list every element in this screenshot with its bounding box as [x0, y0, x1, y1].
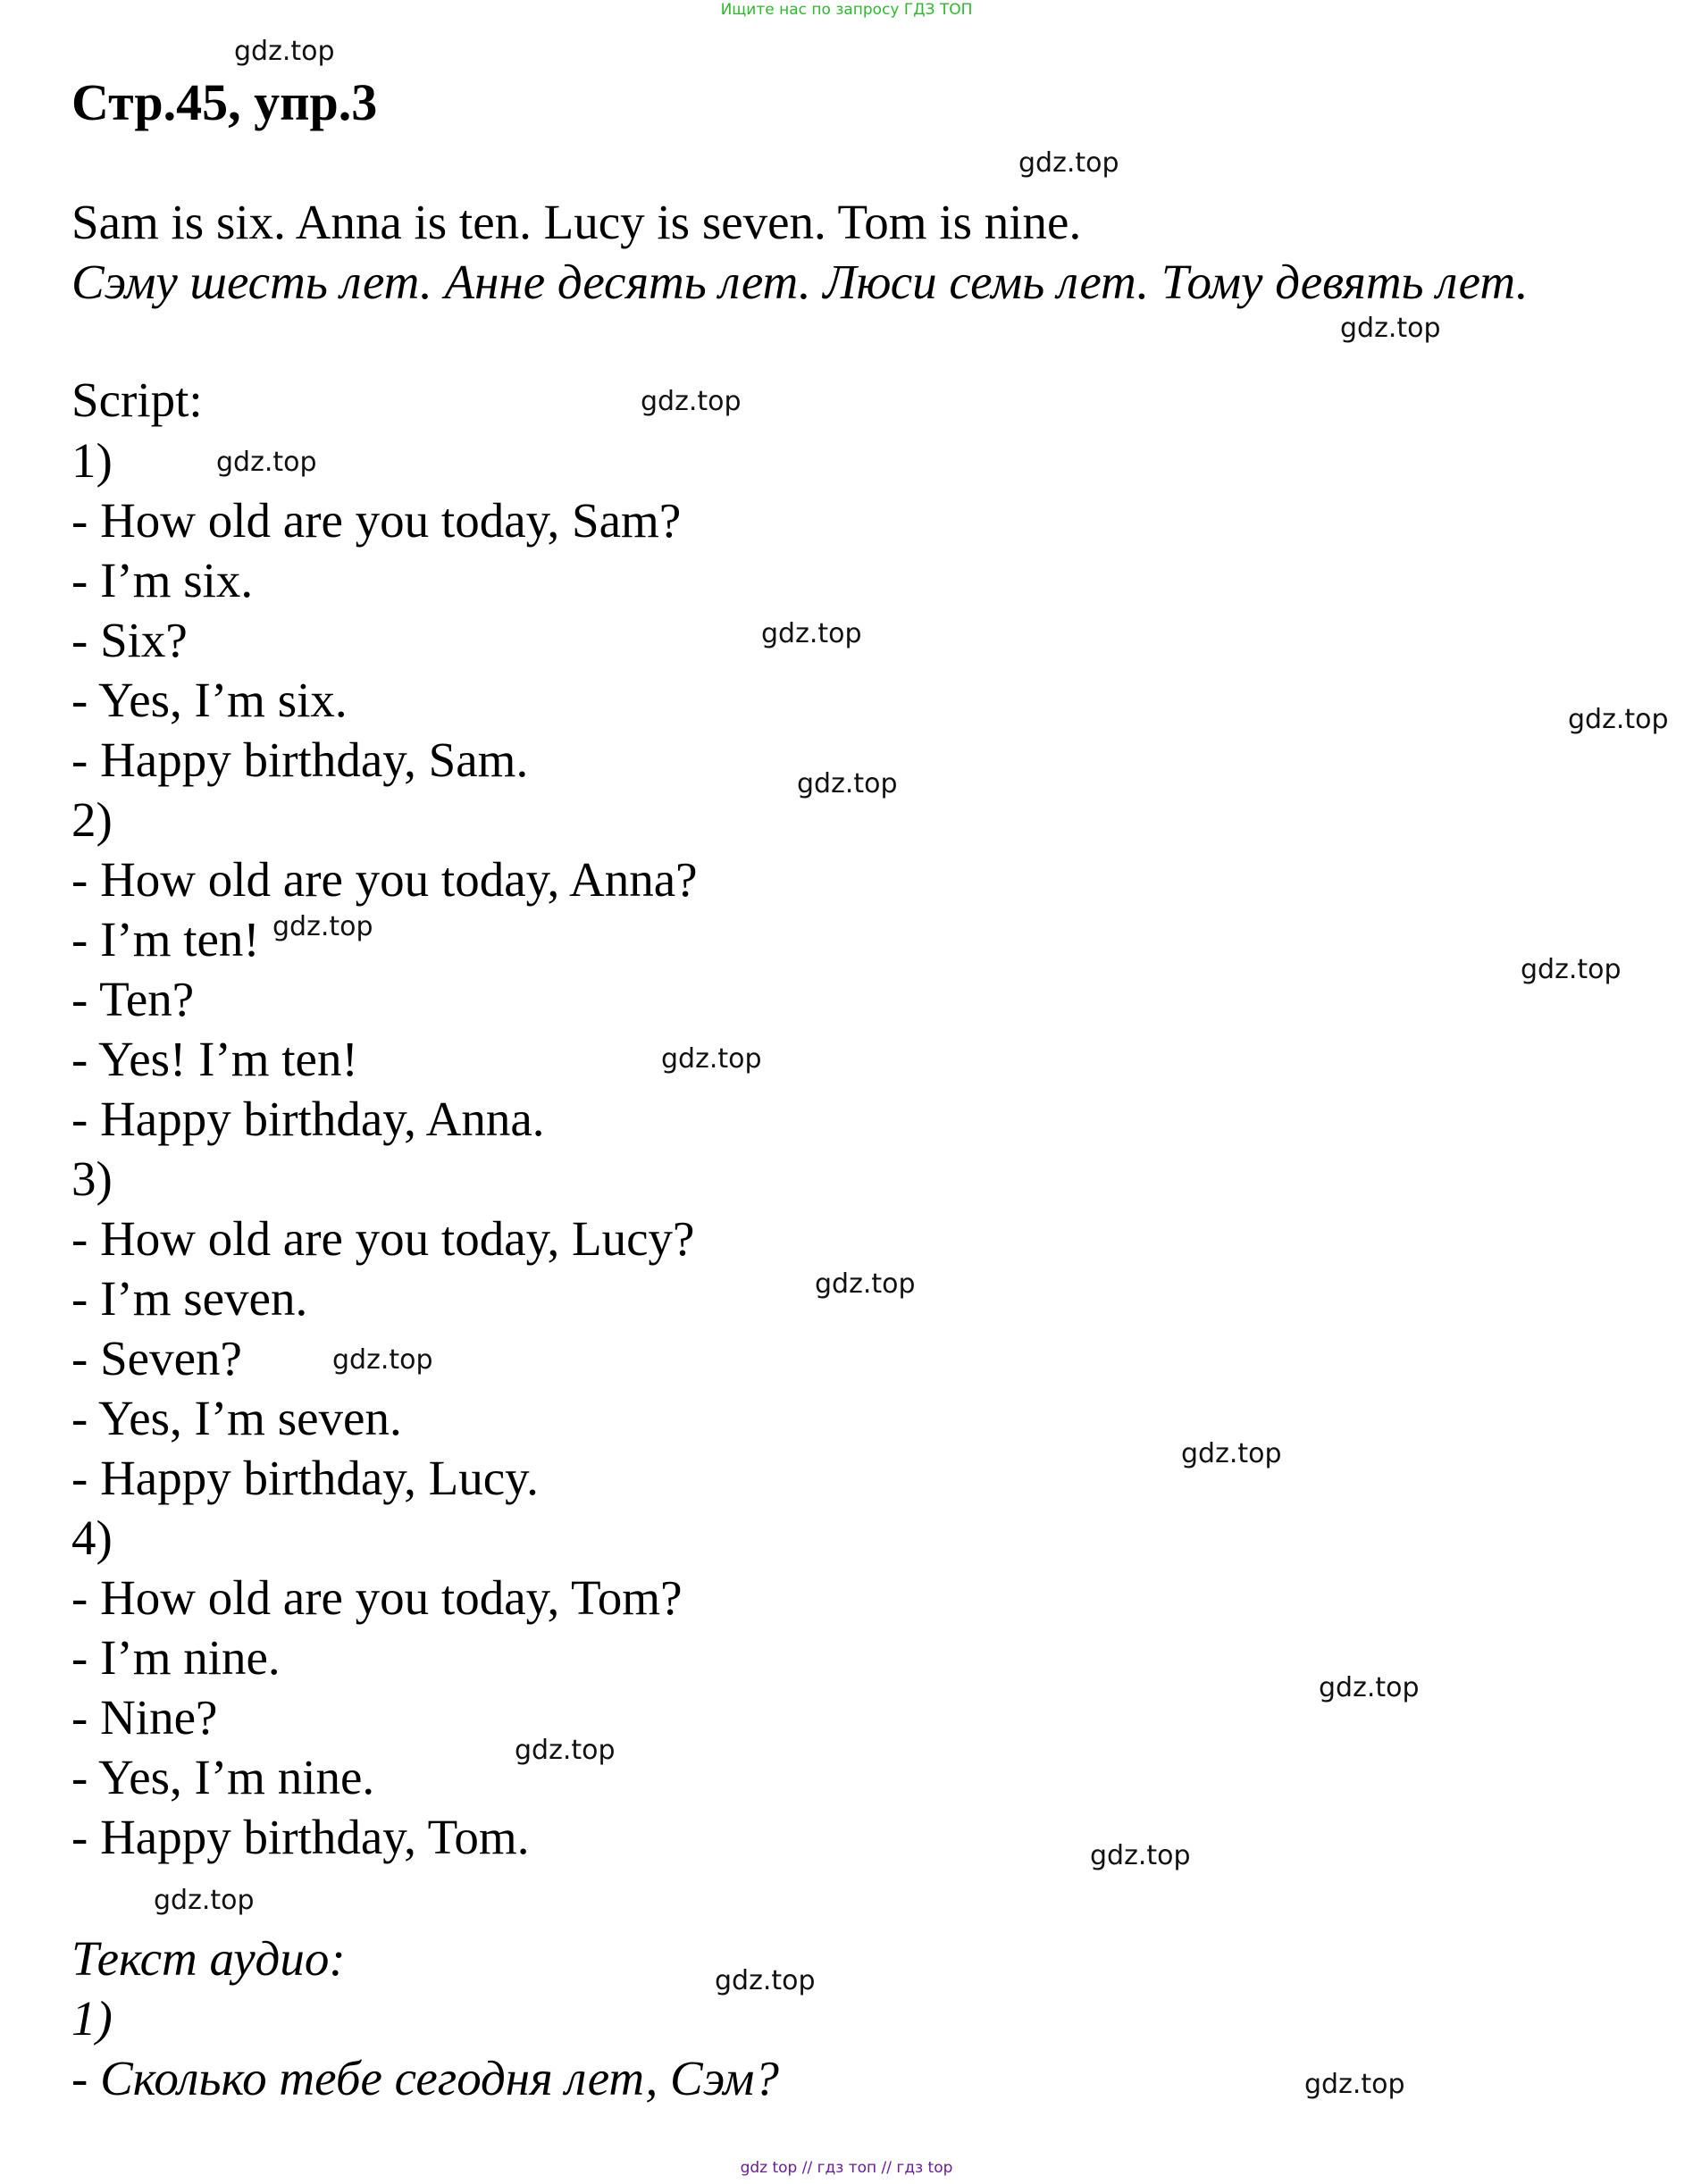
audio-line: - Сколько тебе сегодня лет, Сэм?: [71, 2051, 779, 2105]
dialogue-line: - Seven?: [71, 1331, 242, 1385]
dialogue-line: - Happy birthday, Sam.: [71, 732, 529, 787]
watermark: gdz.top: [761, 618, 862, 649]
watermark: gdz.top: [216, 447, 317, 478]
audio-number: 1): [71, 1991, 113, 2046]
dialogue-line: - Yes, I’m nine.: [71, 1750, 375, 1804]
dialogue-line: - Happy birthday, Anna.: [71, 1092, 545, 1146]
dialogue-line: - I’m seven.: [71, 1271, 308, 1326]
watermark: gdz.top: [797, 768, 898, 799]
watermark: gdz.top: [1304, 2069, 1405, 2100]
watermark: gdz.top: [1090, 1840, 1191, 1871]
page-title: Стр.45, упр.3: [71, 73, 378, 131]
watermark: gdz.top: [815, 1268, 916, 1300]
watermark: gdz.top: [515, 1735, 616, 1766]
dialogue-number: 3): [71, 1151, 113, 1206]
script-heading: Script:: [71, 372, 203, 427]
dialogue-line: - Happy birthday, Tom.: [71, 1810, 530, 1864]
watermark: gdz.top: [234, 36, 335, 67]
watermark: gdz.top: [1340, 313, 1441, 344]
watermark: gdz.top: [641, 386, 742, 417]
watermark: gdz.top: [332, 1344, 433, 1376]
watermark: gdz.top: [715, 1965, 816, 1996]
dialogue-line: - How old are you today, Lucy?: [71, 1211, 695, 1266]
dialogue-line: - I’m nine.: [71, 1630, 281, 1685]
dialogue-line: - Six?: [71, 613, 188, 667]
watermark: gdz.top: [1319, 1672, 1420, 1703]
watermark: gdz.top: [272, 911, 373, 942]
dialogue-line: - Nine?: [71, 1690, 218, 1745]
audio-heading: Текст аудио:: [71, 1931, 346, 1986]
dialogue-line: - How old are you today, Sam?: [71, 493, 682, 548]
watermark: gdz.top: [661, 1043, 762, 1075]
watermark: gdz.top: [1521, 954, 1622, 985]
dialogue-line: - I’m six.: [71, 553, 254, 607]
footer-links[interactable]: gdz top // гдз топ // гдз top: [740, 2159, 953, 2177]
intro-russian: Сэму шесть лет. Анне десять лет. Люси семь лет. Тому девять лет.: [71, 255, 1529, 309]
watermark: gdz.top: [1181, 1438, 1282, 1469]
dialogue-line: - Yes! I’m ten!: [71, 1032, 358, 1086]
watermark: gdz.top: [154, 1885, 255, 1916]
dialogue-number: 1): [71, 433, 113, 488]
watermark: gdz.top: [1568, 704, 1669, 735]
top-banner[interactable]: Ищите нас по запросу ГДЗ ТОП: [720, 1, 973, 19]
dialogue-number: 2): [71, 792, 113, 847]
dialogue-line: - Yes, I’m seven.: [71, 1391, 402, 1445]
dialogue-number: 4): [71, 1510, 113, 1565]
dialogue-line: - Happy birthday, Lucy.: [71, 1451, 539, 1505]
dialogue-line: - How old are you today, Tom?: [71, 1570, 683, 1625]
intro-english: Sam is six. Anna is ten. Lucy is seven. Tom is nine.: [71, 195, 1082, 249]
dialogue-line: - Ten?: [71, 972, 195, 1026]
dialogue-line: - Yes, I’m six.: [71, 673, 348, 727]
dialogue-line: - How old are you today, Anna?: [71, 852, 698, 907]
watermark: gdz.top: [1018, 147, 1119, 179]
dialogue-line: - I’m ten!: [71, 912, 260, 966]
